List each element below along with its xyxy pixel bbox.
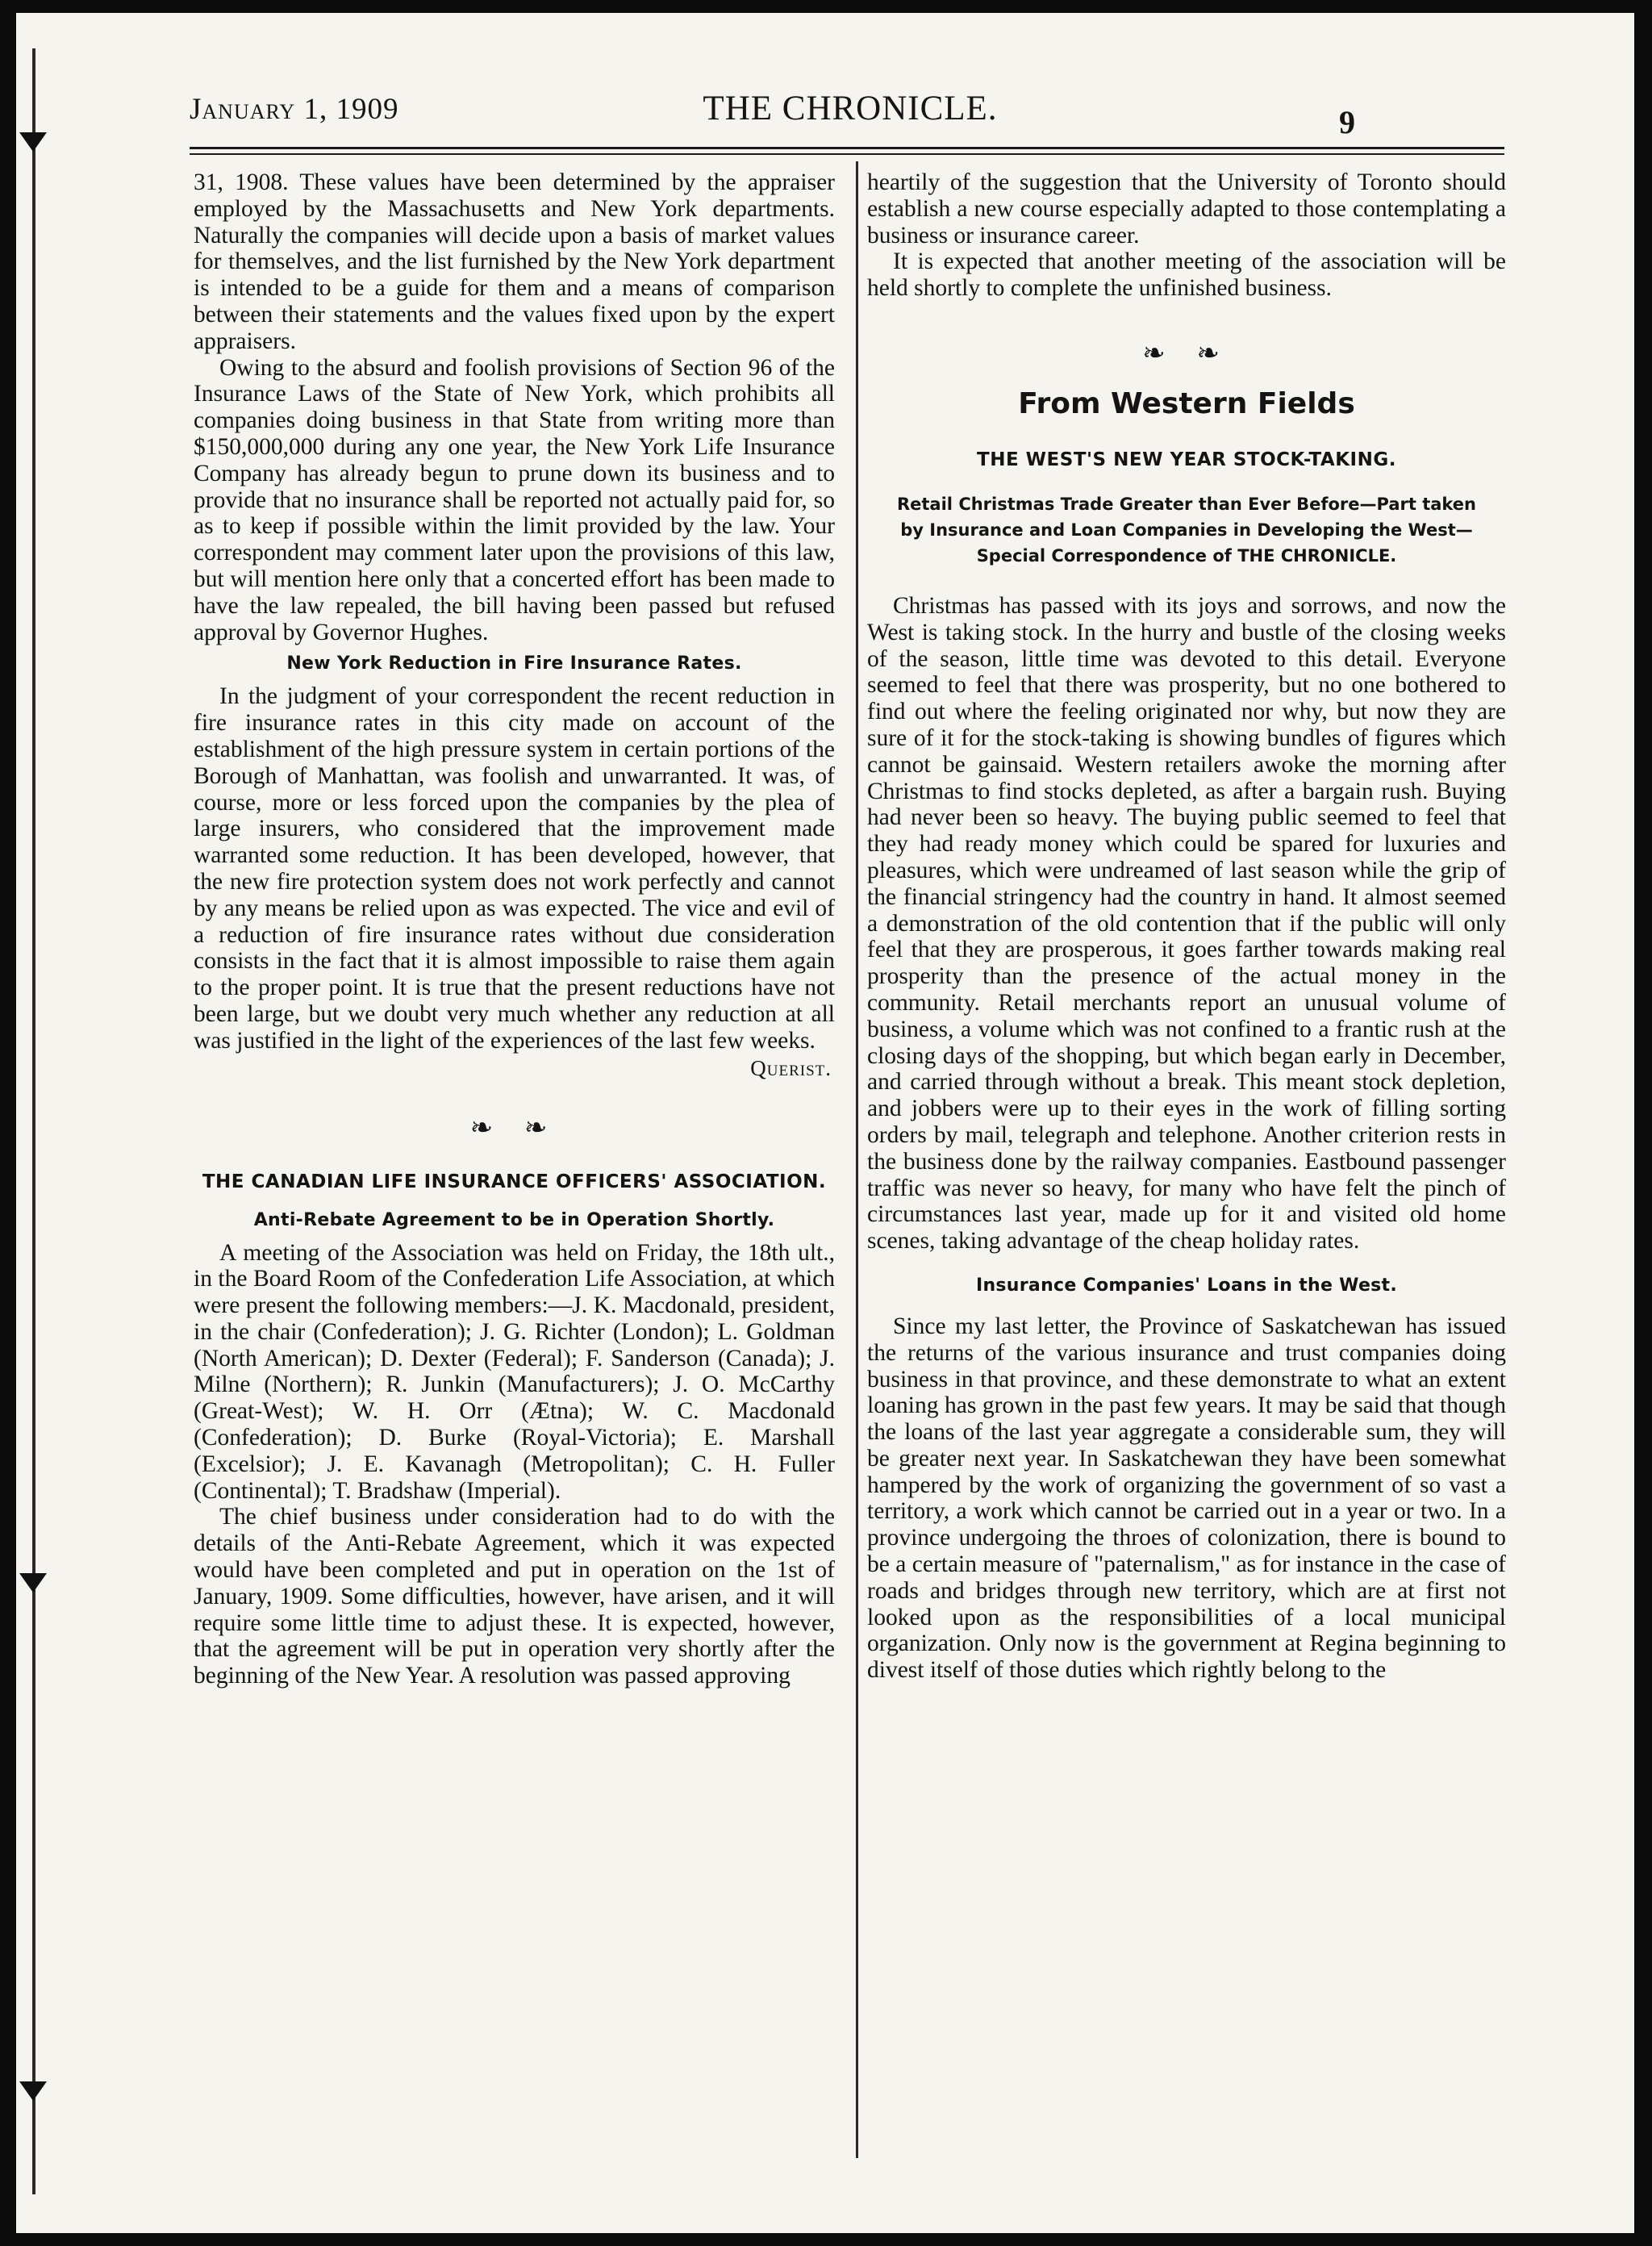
arrow-down-icon: [19, 1573, 47, 1593]
left-column: [194, 169, 835, 1689]
column-divider: [856, 161, 858, 2158]
article-paragraph: Owing to the absurd and foolish provisions of Section 96 of the Insurance Laws of the State of New York, which prohibits all companies doing business in that State from writing more than $150,000,000 during any one year, the New York Life Insurance Company has already begun to prune down its business and to provide that no insurance shall be reported not actually paid for, so as to keep if possible within the limit provided by the law. Your correspondent may comment later upon the provisions of this law, but will mention here only that a concerted effort has been made to have the law repealed, the bill having been passed but refused approval by Governor Hughes.: [194, 354, 835, 645]
article-paragraph: It is expected that another meeting of the association will be held shortly to complete the unfinished business.: [867, 248, 1506, 302]
arrow-down-icon: [19, 132, 47, 152]
author-signature: Querist.: [750, 1055, 832, 1080]
masthead-rule-top: [190, 147, 1504, 149]
leaf-ornament-icon: ❧ ❧: [469, 1111, 559, 1144]
article-paragraph: A meeting of the Association was held on Friday, the 18th ult., in the Board Room of the Confederation Life Association, at which were present the following members:—J. K. Macdonald, president, in the chair (Confederation); J. G. Richter (London); L. Goldman (North American); D. Dexter (Federal); F. Sanderson (Canada); J. Milne (Northern); R. Junkin (Manufacturers); J. O. McCarthy (Great-West); W. H. Orr (Ætna); W. C. Macdonald (Confederation); D. Burke (Royal-Victoria); E. Marshall (Excelsior); J. E. Kavanagh (Metropolitan); C. H. Fuller (Continental); T. Bradshaw (Imperial).: [194, 1239, 835, 1504]
heading-association: THE CANADIAN LIFE INSURANCE OFFICERS' ASSOCIATION.: [202, 1171, 827, 1192]
masthead-title-text: THE CHRONICLE.: [703, 90, 998, 127]
heading-stock-taking: THE WEST'S NEW YEAR STOCK-TAKING.: [977, 449, 1396, 470]
right-column: [867, 169, 1506, 1684]
article-paragraph: Christmas has passed with its joys and sorrows, and now the West is taking stock. In the hurry and bustle of the closing weeks of the season, little time was devoted to this detail. Everyone seemed to feel that there was prosperity, but no one bothered to find out where the feeling originated nor why, but now they are sure of it for the stock-taking is showing bundles of figures which cannot be gainsaid. Western retailers awoke the morning after Christmas to find stocks depleted, as after a bargain rush. Buying had never been so heavy. The buying public seemed to feel that they had ready money which could be spared for luxuries and pleasures, which were undreamed of last season while the grip of the financial stringency had the country in hand. It almost seemed a demonstration of the old contention that if the public will only feel that they are prosperous, it goes farther towards making real prosperity than the presence of the actual money in the community. Retail merchants report an unusual volume of business, a volume which was not confined to a frantic rush at the closing days of the shopping, but which began early in December, and carried through without a break. This meant stock depletion, and jobbers were up to their eyes in the work of filling sorting orders by mail, telegraph and telephone. Another criterion rests in the business done by the railway companies. Eastbound passenger traffic was never so heavy, for many who have felt the pinch of circumstances last year, made up for it and visited old home scenes, taking advantage of the cheap holiday rates.: [867, 592, 1506, 1255]
article-paragraph: heartily of the suggestion that the University of Toronto should establish a new course especially adapted to those contemplating a business or insurance career.: [867, 169, 1506, 248]
article-dek: Retail Christmas Trade Greater than Ever Before—Part taken by Insurance and Loan Companies in Developing the West—Special Correspondence of THE CHRONICLE.: [896, 494, 1477, 566]
article-paragraph: 31, 1908. These values have been determined by the appraiser employed by the Massachusetts and New York departments. Naturally the companies will decide upon a basis of market values for themselves, and the list furnished by the New York department is intended to be a guide for them and a means of comparison between their statements and the values fixed upon by the expert appraisers.: [194, 169, 835, 354]
masthead-rule-bottom: [190, 153, 1504, 155]
article-paragraph: The chief business under consideration had to do with the details of the Anti-Rebate Agreement, which it was expected would have been completed and put in operation on the 1st of January, 1909. Some difficulties, however, have arisen, and it will require some little time to adjust these. It is expected, however, that the agreement will be put in operation very shortly after the beginning of the New Year. A resolution was passed approving: [194, 1504, 835, 1689]
subheading-anti-rebate: Anti-Rebate Agreement to be in Operation Shortly.: [253, 1209, 775, 1230]
subheading-loans: Insurance Companies' Loans in the West.: [975, 1275, 1398, 1296]
article-paragraph: Since my last letter, the Province of Saskatchewan has issued the returns of the various insurance and trust companies doing business in that province, and these demonstrate to what an extent loaning has grown in the past few years. It may be said that though the loans of the last year aggregate a considerable sum, they will be greater next year. In Saskatchewan they have been somewhat hampered by the work of organizing the government of so vast a territory, a work which cannot be carried out in a year or two. In a province undergoing the throes of colonization, there is bound to be a certain measure of "paternalism," as for instance in the case of roads and bridges through new territory, which are at first not looked upon as the responsibilities of a local municipal organization. Only now is the government at Regina beginning to divest itself of those duties which rightly belong to the: [867, 1313, 1506, 1684]
binding-edge-line: [32, 48, 35, 2194]
masthead-title: [0, 89, 1652, 128]
leaf-ornament-icon: ❧ ❧: [1142, 336, 1231, 369]
section-title: From Western Fields: [1018, 386, 1355, 420]
masthead-date: January 1, 1909: [190, 93, 399, 126]
subheading-fire-rates: New York Reduction in Fire Insurance Rates.: [286, 653, 742, 674]
page-number: 9: [1339, 104, 1355, 140]
article-paragraph: In the judgment of your correspondent the recent reduction in fire insurance rates in this city made on account of the establishment of the high pressure system in certain portions of the Borough of Manhattan, was foolish and unwarranted. It was, of course, more or less forced upon the companies by the plea of large insurers, who considered that the improvement made warranted some reduction. It has been developed, however, that the new fire protection system does not work perfectly and cannot by any means be relied upon as was expected. The vice and evil of a reduction of fire insurance rates without due consideration consists in the fact that it is almost impossible to raise them again to the proper point. It is true that the present reductions have not been large, but we doubt very much whether any reduction at all was justified in the light of the experiences of the last few weeks.: [194, 683, 835, 1054]
binding-edge-marks: [11, 48, 32, 2194]
arrow-down-icon: [19, 2081, 47, 2101]
